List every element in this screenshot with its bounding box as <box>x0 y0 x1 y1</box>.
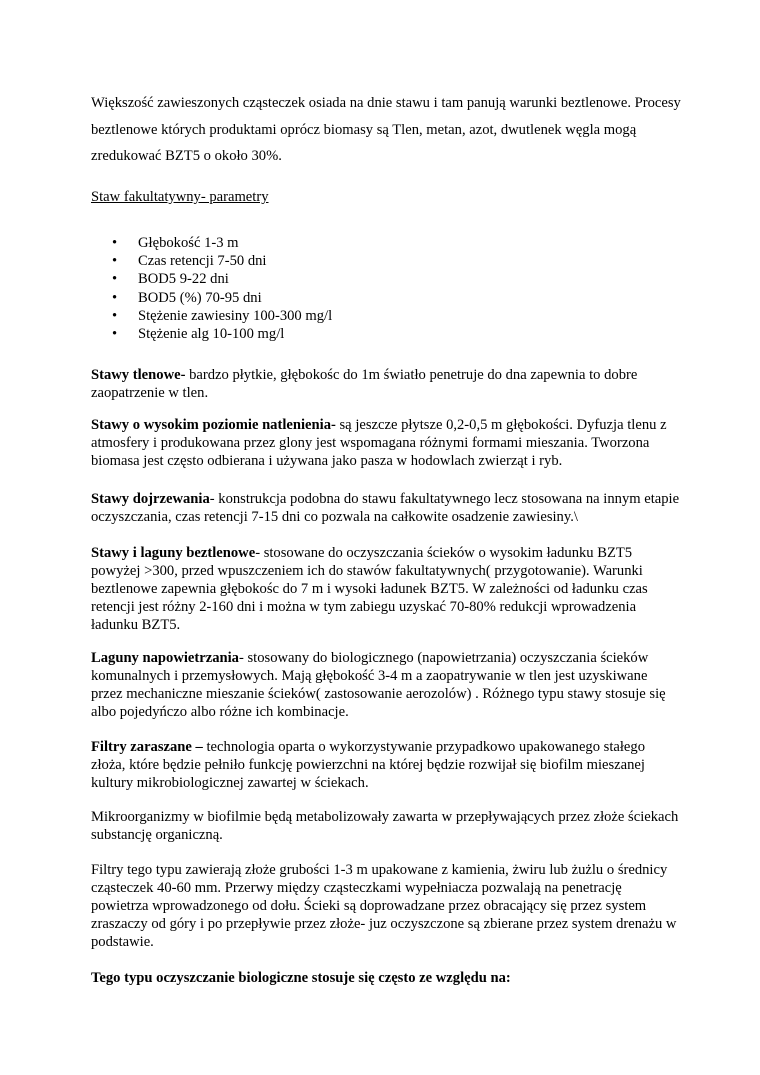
term: Stawy dojrzewania <box>91 491 210 507</box>
paragraph-filtry-typu: Filtry tego typu zawierają złoże grubości 1-3 m upakowane z kamienia, żwiru lub żużlu o średnicy cząsteczek 40-60 mm. Przerwy między cząsteczkami wypełniacza pozwalają na penetrację powietrza wprowadzonego od dołu. Ścieki są doprowadzane przez obracający się przez system zraszaczy od góry i po przepływie przez złoże- juz oczyszczone są zbierane przez system drenażu w podstawie. <box>91 862 677 951</box>
bullet-icon: • <box>112 289 118 306</box>
paragraph-laguny-napowietrzania: Laguny napowietrzania- stosowany do biologicznego (napowietrzania) oczyszczania ścieków komunalnych i przemysłowych. Mają głębokość 3-4 m a zaopatrywanie w tlen jest uzyskiwane przez mechaniczne mieszanie ścieków( zastosowanie aerozolów) . Różnego typu stawy stosuje się albo pojedyńczo albo różne ich kombinacje. <box>91 650 666 721</box>
section-heading: Staw fakultatywny- parametry <box>91 189 269 205</box>
paragraph-stawy-beztlenowe: Stawy i laguny beztlenowe- stosowane do oczyszczania ścieków o wysokim ładunku BZT5 powyżej >300, przed wpuszczeniem ich do stawów fakultatywnych( przygotowanie). Warunki beztlenowe zapewnia głębokośc do 7 m i wysoki ładunek BZT5. W zależności od ładunku czas retencji jest różny 2-160 dni i można w tym zabiegu uzyskać 70-80% redukcji wprowadzenia ładunku BZT5. <box>91 545 648 634</box>
list-item: • Czas retencji 7-50 dni <box>112 253 267 270</box>
bullet-icon: • <box>112 271 118 288</box>
term: Stawy tlenowe- <box>91 367 186 383</box>
final-heading: Tego typu oczyszczanie biologiczne stosuje się często ze względu na: <box>91 970 511 986</box>
paragraph-stawy-natlenienia: Stawy o wysokim poziomie natlenienia- są jeszcze płytsze 0,2-0,5 m głębokości. Dyfuzja tlenu z atmosfery i produkowana przez glony jest wspomagana różnymi formami mieszania. Tworzona biomasa jest często odbierana i używana jako pasza w hodowlach zwierząt i ryb. <box>91 417 667 470</box>
bullet-icon: • <box>112 235 118 251</box>
term: Stawy i laguny beztlenowe <box>91 545 256 561</box>
term: Laguny napowietrzania <box>91 650 239 666</box>
list-item: • Głębokość 1-3 m <box>112 235 239 251</box>
paragraph-stawy-tlenowe: Stawy tlenowe- bardzo płytkie, głębokośc do 1m światło penetruje do dna zapewnia to dobre zaopatrzenie w tlen. <box>91 367 638 402</box>
bullet-icon: • <box>112 253 118 270</box>
bullet-icon: • <box>112 307 118 324</box>
term: Stawy o wysokim poziomie natlenienia- <box>91 417 336 433</box>
term: Filtry zaraszane – <box>91 739 203 755</box>
bullet-icon: • <box>112 326 118 343</box>
paragraph-mikroorganizmy: Mikroorganizmy w biofilmie będą metabolizowały zawarta w przepływających przez złoże ściekach substancję organiczną. <box>91 809 679 844</box>
parameter-list <box>91 234 332 343</box>
intro-paragraph: Większość zawieszonych cząsteczek osiada na dnie stawu i tam panują warunki beztlenowe. Procesy beztlenowe których produktami oprócz biomasy są Tlen, metan, azot, dwutlenek węgla mogą zredukować BZT5 o około 30%. <box>91 95 681 164</box>
paragraph-stawy-dojrzewania: Stawy dojrzewania- konstrukcja podobna do stawu fakultatywnego lecz stosowana na innym etapie oczyszczania, czas retencji 7-15 dni co pozwala na całkowite osadzenie zawiesiny.\ <box>91 491 680 526</box>
list-item: • BOD5 (%) 70-95 dni <box>112 289 262 306</box>
list-item: • Stężenie alg 10-100 mg/l <box>112 326 285 343</box>
list-item: • Stężenie zawiesiny 100-300 mg/l <box>112 307 333 324</box>
list-item: • BOD5 9-22 dni <box>112 271 229 288</box>
paragraph-filtry-zaraszane: Filtry zaraszane – technologia oparta o wykorzystywanie przypadkowo upakowanego stałego złoża, które będzie pełniło funkcję powierzchni na której będzie rozwijał się biofilm mieszanej kultury mikrobiologicznej zawartej w ściekach. <box>91 739 645 792</box>
